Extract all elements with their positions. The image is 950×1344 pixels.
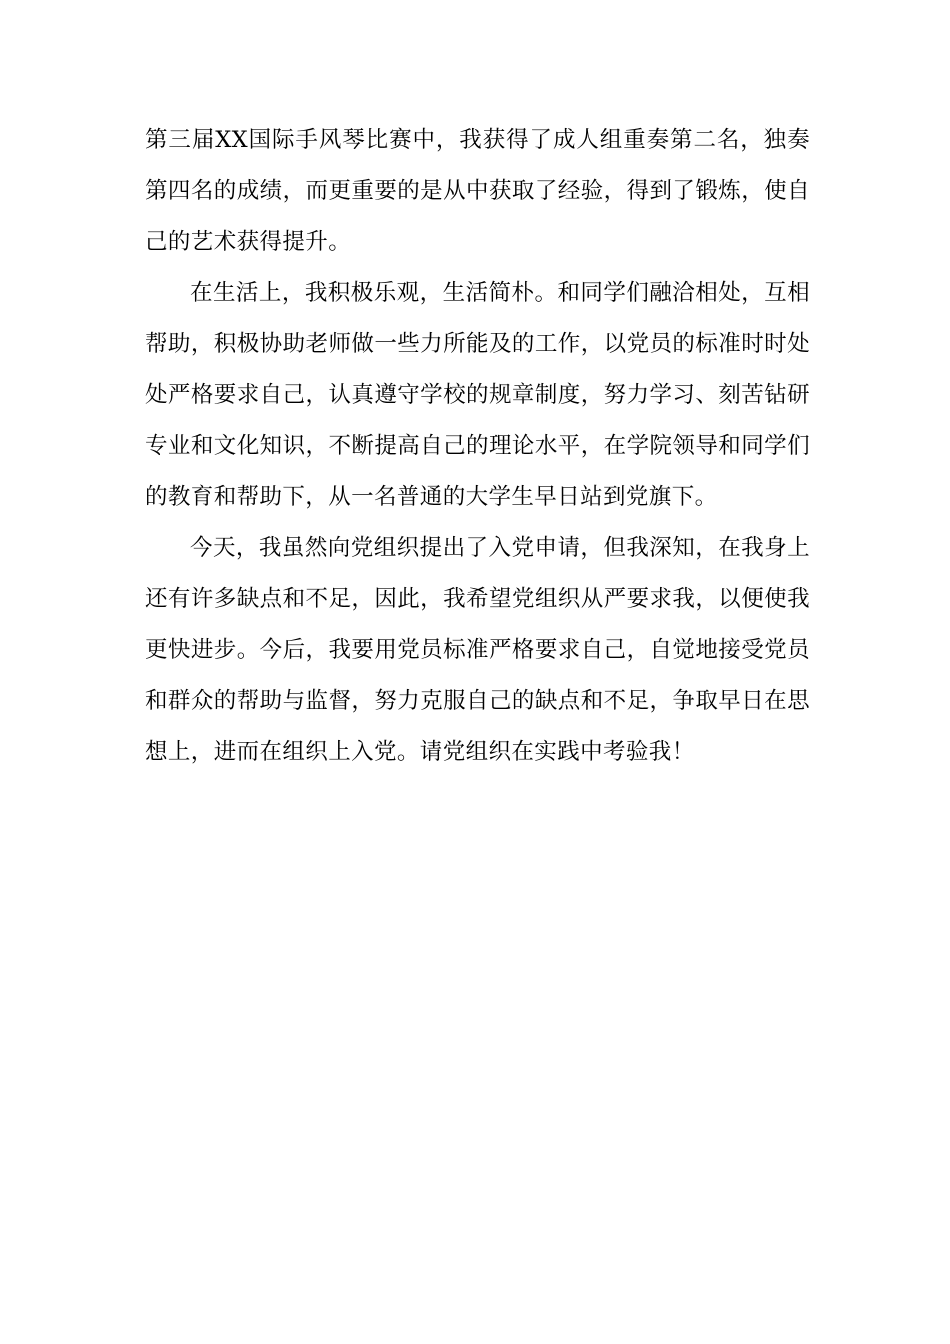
document-body [145, 115, 810, 778]
paragraph-life: 在生活上，我积极乐观，生活简朴。和同学们融洽相处，互相帮助，积极协助老师做一些力所能及的工作，以党员的标准时时处处严格要求自己，认真遵守学校的规章制度，努力学习、刻苦钻研专业和文化知识，不断提高自己的理论水平，在学院领导和同学们的教育和帮助下，从一名普通的大学生早日站到党旗下。 [145, 280, 810, 510]
paragraph-continuation: 第三届XX国际手风琴比赛中，我获得了成人组重奏第二名，独奏第四名的成绩，而更重要的是从中获取了经验，得到了锻炼，使自己的艺术获得提升。 [145, 127, 810, 255]
paragraph-conclusion: 今天，我虽然向党组织提出了入党申请，但我深知，在我身上还有许多缺点和不足，因此，我希望党组织从严要求我，以便使我更快进步。今后，我要用党员标准严格要求自己，自觉地接受党员和群众的帮助与监督，努力克服自己的缺点和不足，争取早日在思想上，进而在组织上入党。请党组织在实践中考验我！ [145, 535, 810, 765]
